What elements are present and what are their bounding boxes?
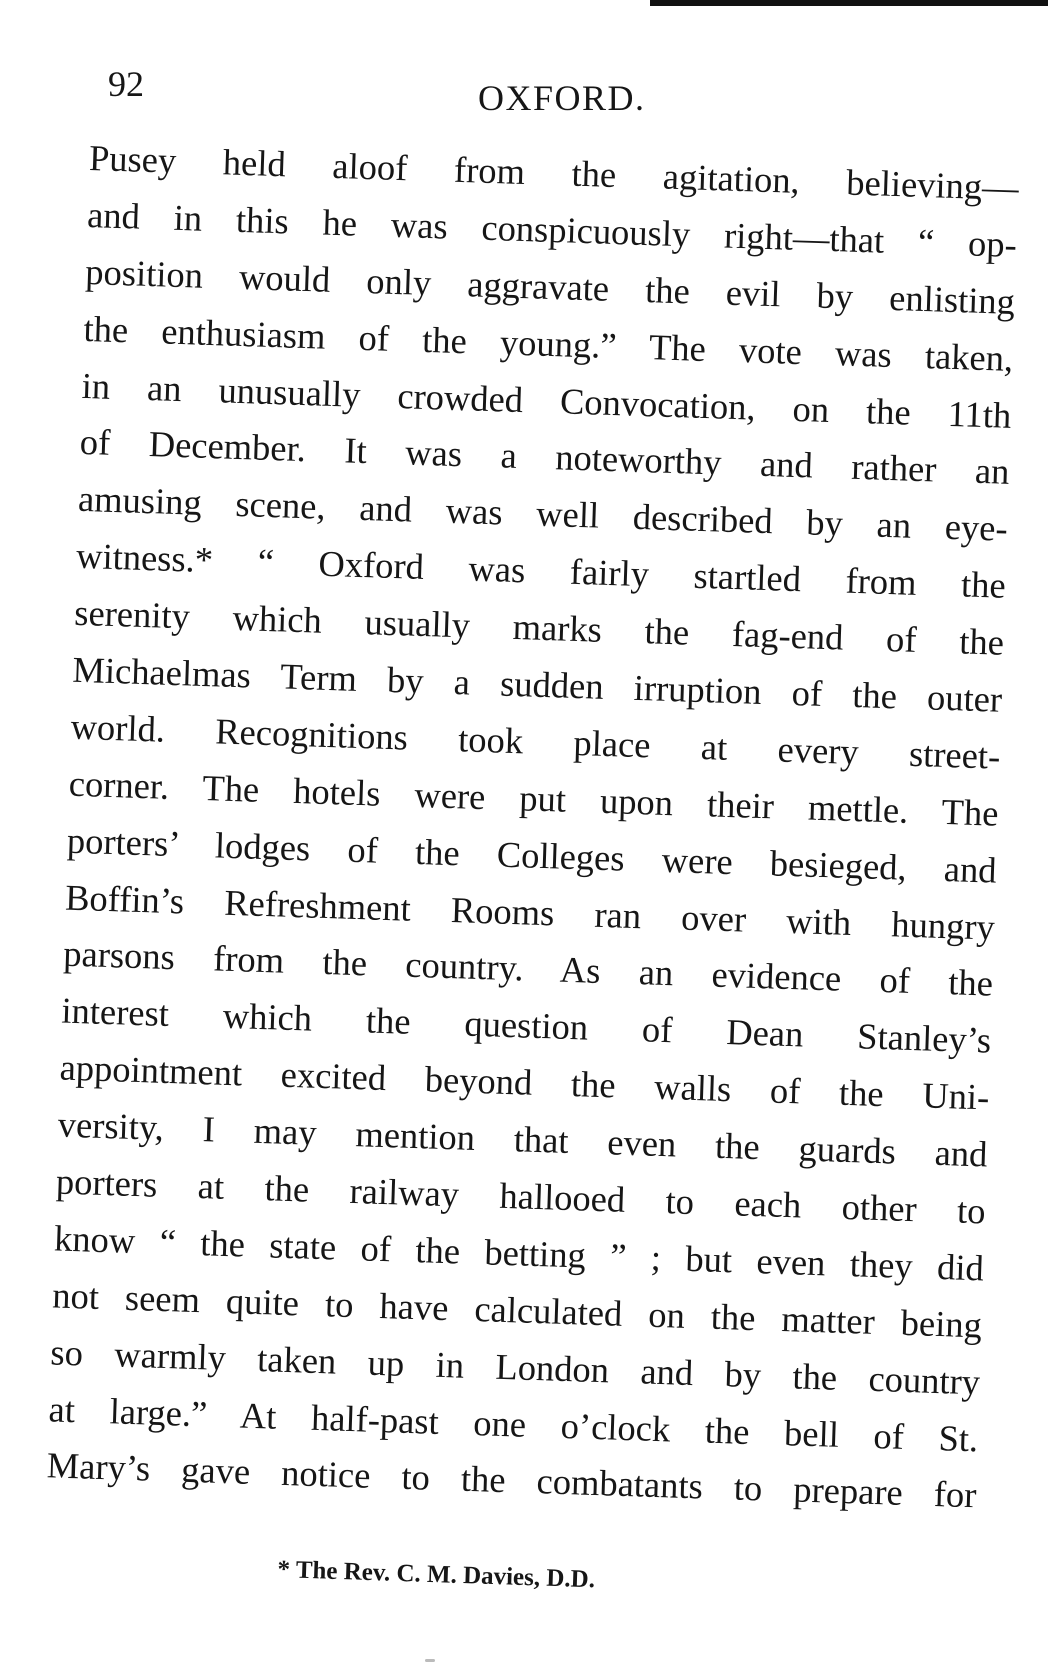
text-line: of December. It was a noteworthy and rather an bbox=[79, 421, 1011, 493]
text-line: Michaelmas Term by a sudden irruption of the outer bbox=[71, 648, 1003, 720]
text-line: Pusey held aloof from the agitation, believing— bbox=[88, 136, 1020, 208]
text-line: world. Recognitions took place at every street- bbox=[70, 705, 1001, 777]
scan-edge-rule bbox=[650, 0, 1048, 6]
text-line: versity, I may mention that even the guards and bbox=[57, 1103, 989, 1175]
text-line: amusing scene, and was well described by an eye- bbox=[77, 478, 1009, 550]
text-line: porters’ lodges of the Colleges were besieged, and bbox=[66, 819, 998, 891]
text-line: the enthusiasm of the young.” The vote was taken, bbox=[82, 307, 1014, 379]
text-line: know “ the state of the betting ” ; but even they did bbox=[53, 1217, 985, 1289]
text-line: parsons from the country. As an evidence of the bbox=[62, 933, 994, 1005]
text-line: in an unusually crowded Convocation, on the 11th bbox=[81, 364, 1012, 436]
scan-speck bbox=[425, 1659, 435, 1662]
text-line: interest which the question of Dean Stanley’s bbox=[60, 989, 992, 1061]
text-line: serenity which usually marks the fag-end of the bbox=[73, 591, 1005, 663]
text-line: appointment excited beyond the walls of the Uni- bbox=[59, 1046, 990, 1118]
text-line: porters at the railway hallooed to each other to bbox=[55, 1160, 987, 1232]
text-line: position would only aggravate the evil by enlisting bbox=[84, 250, 1016, 322]
text-line: at large.” At half-past one o’clock the bell of St. bbox=[48, 1387, 979, 1459]
page-number: 92 bbox=[108, 64, 144, 104]
body-text bbox=[46, 130, 1030, 1525]
text-line: and in this he was conspicuously right—that “ op- bbox=[86, 193, 1018, 265]
text-line: Boffin’s Refreshment Rooms ran over with hungry bbox=[64, 876, 996, 948]
text-line: witness.* “ Oxford was fairly startled from the bbox=[75, 535, 1007, 607]
text-line: Mary’s gave notice to the combatants to prepare for bbox=[46, 1444, 978, 1516]
text-line: corner. The hotels were put upon their mettle. The bbox=[68, 762, 1000, 834]
text-line: not seem quite to have calculated on the matter being bbox=[51, 1274, 983, 1346]
text-line: so warmly taken up in London and by the country bbox=[49, 1331, 981, 1403]
footnote: * The Rev. C. M. Davies, D.D. bbox=[277, 1555, 596, 1594]
running-head: OXFORD. bbox=[478, 78, 646, 118]
